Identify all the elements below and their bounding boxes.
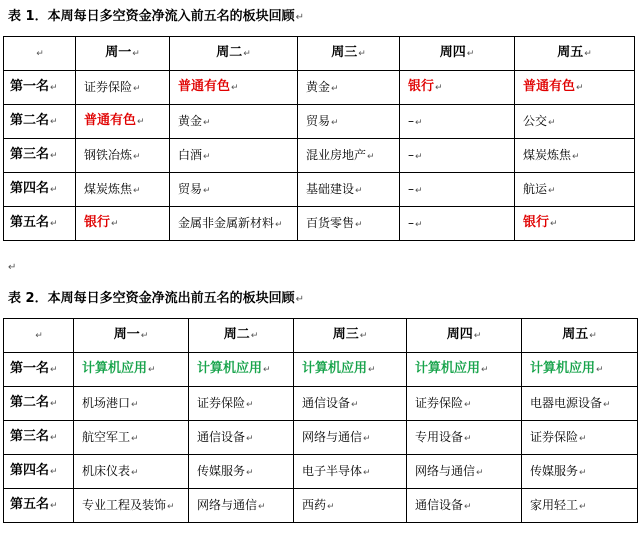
data-cell: 黄金↵	[298, 71, 400, 105]
cell-mark: ↵	[35, 331, 43, 341]
data-cell-highlight: 计算机应用↵	[294, 353, 407, 387]
data-cell: 百货零售↵	[298, 207, 400, 241]
data-cell-highlight: 银行↵	[515, 207, 635, 241]
header-monday: 周一↵	[76, 37, 170, 71]
table-header-row	[4, 319, 638, 353]
table-row	[4, 489, 638, 523]
rank-label: 第一名↵	[4, 353, 74, 387]
data-cell: 黄金↵	[170, 105, 298, 139]
data-cell: 通信设备↵	[407, 489, 522, 523]
data-cell-highlight: 计算机应用↵	[189, 353, 294, 387]
data-cell-highlight: 计算机应用↵	[522, 353, 638, 387]
table-row	[4, 139, 635, 173]
header-friday: 周五↵	[522, 319, 638, 353]
data-cell: 电子半导体↵	[294, 455, 407, 489]
data-cell-highlight: 计算机应用↵	[407, 353, 522, 387]
table-row	[4, 421, 638, 455]
corner-cell	[4, 37, 76, 71]
rank-label: 第四名↵	[4, 455, 74, 489]
data-cell: 网络与通信↵	[294, 421, 407, 455]
data-cell-highlight: 普通有色↵	[76, 105, 170, 139]
data-cell: 网络与通信↵	[407, 455, 522, 489]
blank-paragraph-mark: ↵	[8, 262, 17, 273]
data-cell-highlight: 银行↵	[400, 71, 515, 105]
data-cell: 基础建设↵	[298, 173, 400, 207]
header-friday: 周五↵	[515, 37, 635, 71]
header-tuesday: 周二↵	[189, 319, 294, 353]
rank-label: 第四名↵	[4, 173, 76, 207]
rank-label: 第二名↵	[4, 105, 76, 139]
header-thursday: 周四↵	[400, 37, 515, 71]
data-cell-highlight: 普通有色↵	[515, 71, 635, 105]
header-wednesday: 周三↵	[298, 37, 400, 71]
data-cell: –↵	[400, 105, 515, 139]
data-cell: 航空军工↵	[74, 421, 189, 455]
table2-caption	[8, 291, 304, 308]
data-cell: 传媒服务↵	[189, 455, 294, 489]
data-cell: 煤炭炼焦↵	[76, 173, 170, 207]
outflow-table	[3, 318, 638, 523]
data-cell: 专用设备↵	[407, 421, 522, 455]
paragraph-mark: ↵	[295, 294, 304, 305]
data-cell: 贸易↵	[170, 173, 298, 207]
cell-mark: ↵	[36, 49, 44, 59]
data-cell: 公交↵	[515, 105, 635, 139]
data-cell: 通信设备↵	[189, 421, 294, 455]
rank-label: 第二名↵	[4, 387, 74, 421]
data-cell: 电器电源设备↵	[522, 387, 638, 421]
data-cell-highlight: 银行↵	[76, 207, 170, 241]
data-cell: 西药↵	[294, 489, 407, 523]
inflow-table	[3, 36, 635, 241]
data-cell: –↵	[400, 173, 515, 207]
table2-caption-text: 表 2．本周每日多空资金净流出前五名的板块回顾	[8, 291, 295, 306]
rank-label: 第一名↵	[4, 71, 76, 105]
table-row	[4, 387, 638, 421]
data-cell: 证券保险↵	[522, 421, 638, 455]
data-cell: 机床仪表↵	[74, 455, 189, 489]
data-cell: 机场港口↵	[74, 387, 189, 421]
data-cell: 通信设备↵	[294, 387, 407, 421]
data-cell: 贸易↵	[298, 105, 400, 139]
corner-cell	[4, 319, 74, 353]
table-row	[4, 455, 638, 489]
table-row	[4, 207, 635, 241]
data-cell: 证券保险↵	[76, 71, 170, 105]
data-cell: 网络与通信↵	[189, 489, 294, 523]
data-cell: 传媒服务↵	[522, 455, 638, 489]
data-cell-highlight: 计算机应用↵	[74, 353, 189, 387]
header-monday: 周一↵	[74, 319, 189, 353]
data-cell: 金属非金属新材料↵	[170, 207, 298, 241]
rank-label: 第三名↵	[4, 421, 74, 455]
header-wednesday: 周三↵	[294, 319, 407, 353]
table1-caption-text: 表 1．本周每日多空资金净流入前五名的板块回顾	[8, 9, 295, 24]
data-cell: –↵	[400, 139, 515, 173]
table-header-row	[4, 37, 635, 71]
data-cell: 专业工程及装饰↵	[74, 489, 189, 523]
data-cell: 家用轻工↵	[522, 489, 638, 523]
table-row	[4, 105, 635, 139]
data-cell: 白酒↵	[170, 139, 298, 173]
table1-caption	[8, 9, 304, 26]
data-cell: 混业房地产↵	[298, 139, 400, 173]
rank-label: 第五名↵	[4, 489, 74, 523]
data-cell: 证券保险↵	[407, 387, 522, 421]
header-thursday: 周四↵	[407, 319, 522, 353]
table-row	[4, 353, 638, 387]
paragraph-mark: ↵	[295, 12, 304, 23]
rank-label: 第三名↵	[4, 139, 76, 173]
data-cell: –↵	[400, 207, 515, 241]
data-cell: 钢铁冶炼↵	[76, 139, 170, 173]
data-cell-highlight: 普通有色↵	[170, 71, 298, 105]
table-row	[4, 173, 635, 207]
table-row	[4, 71, 635, 105]
rank-label: 第五名↵	[4, 207, 76, 241]
header-tuesday: 周二↵	[170, 37, 298, 71]
data-cell: 证券保险↵	[189, 387, 294, 421]
data-cell: 煤炭炼焦↵	[515, 139, 635, 173]
data-cell: 航运↵	[515, 173, 635, 207]
